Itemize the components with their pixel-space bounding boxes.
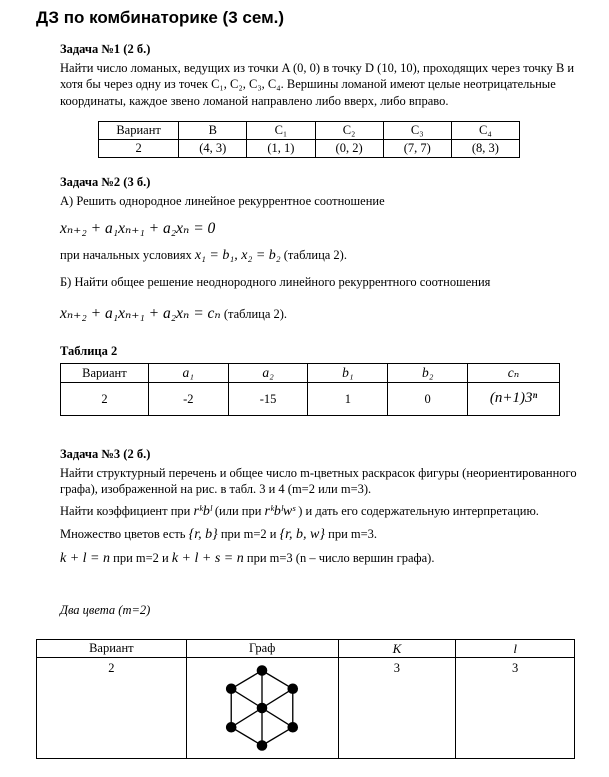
table-header-cell: В (179, 122, 247, 140)
p2-math-rb: rᵏbˡ (193, 503, 212, 519)
table-cell: -15 (228, 383, 308, 416)
table-cell: -2 (148, 383, 228, 416)
task1-table-data-row (99, 140, 520, 158)
table-header-cell: Вариант (61, 364, 149, 383)
table-header-cell: Вариант (37, 639, 187, 657)
task2-initial-conditions (60, 247, 579, 265)
cond-math: x₁ = b₁, x₂ = b₂ (194, 248, 281, 264)
table-cell: (8, 3) (451, 140, 519, 158)
table-header-cell: K (338, 639, 456, 657)
table-cell: 2 (37, 657, 187, 758)
hexagon-graph-figure (213, 658, 311, 758)
p3-math-set2: {r, b} (188, 527, 218, 543)
task3-table-data-row (37, 657, 575, 758)
p2-text-post: ) и дать его содержательную интерпретацию. (295, 503, 539, 518)
p3-text-mid: при m=2 и (217, 527, 280, 542)
task2-table-header-row (61, 364, 560, 383)
task3-paragraph-3 (60, 526, 579, 544)
p4-math-kls: k + l + s = n (171, 550, 244, 566)
table-header-cell: Граф (186, 639, 338, 657)
task2-line-a: А) Решить однородное линейное рекуррентное соотношение (60, 193, 385, 208)
p4-text-post: при m=3 (n – число вершин графа). (243, 550, 435, 565)
cond-text-post: (таблица 2). (280, 248, 347, 263)
p2-text-mid: (или при (211, 503, 265, 518)
table-header-cell: b₁ (308, 364, 388, 383)
task3-heading: Задача №3 (2 б.) (60, 447, 151, 462)
document-content (60, 41, 579, 759)
table-cell: (n+1)3ⁿ (468, 383, 560, 416)
task2-line-b: Б) Найти общее решение неоднородного линейного рекуррентного соотношения (60, 274, 491, 289)
table-cell: 3 (456, 657, 575, 758)
p2-text-pre: Найти коэффициент при (60, 503, 194, 518)
table-header-cell: Вариант (99, 122, 179, 140)
task2-table-data-row (61, 383, 560, 416)
table-cell: (4, 3) (179, 140, 247, 158)
task1-heading: Задача №1 (2 б.) (60, 42, 151, 56)
task3-table-header-row (37, 639, 575, 657)
table-cell: (0, 2) (315, 140, 383, 158)
table-header-cell: С₂ (315, 122, 383, 140)
two-colors-label: Два цвета (m=2) (60, 603, 151, 618)
table-header-cell: cₙ (468, 364, 560, 383)
p3-text-post: при m=3. (325, 527, 378, 542)
task3-paragraph-4 (60, 550, 579, 568)
table-header-cell: a₂ (228, 364, 308, 383)
formula-note: (таблица 2). (220, 307, 288, 322)
task1-table (98, 121, 520, 158)
task1-body: Найти число ломаных, ведущих из точки A (0, 0) в точку D (10, 10), проходящих через точку B и хотя бы через одну из точек C₁, C₂, C₃, C₄. Вершины ломаной имеют целые неотрицательные координаты, каждое звено ломаной направлено либо вверх, либо вправо. (60, 60, 575, 108)
task2-table (60, 363, 560, 416)
table-header-cell: l (456, 639, 575, 657)
p2-math-rbw: rᵏbˡwˢ (264, 503, 296, 519)
table-cell: 0 (388, 383, 468, 416)
p4-text-mid: при m=2 и (110, 550, 172, 565)
p3-text-pre: Множество цветов есть (60, 527, 189, 542)
page-title: ДЗ по комбинаторике (3 сем.) (36, 8, 285, 27)
p4-math-kl: k + l = n (60, 550, 110, 566)
table-cell: 2 (61, 383, 149, 416)
recurrence-formula-inhomogeneous-line (60, 304, 579, 324)
task3-paragraph-1: Найти структурный перечень и общее число m-цветных раскрасок фигуры (неориентированного графа), изображенной на рис. в табл. 3 и 4 (m=2 или m=3). (60, 465, 577, 497)
task2-heading: Задача №2 (3 б.) (60, 175, 151, 189)
table-header-cell: С₃ (383, 122, 451, 140)
p3-math-set3: {r, b, w} (279, 527, 325, 543)
table-header-cell: b₂ (388, 364, 468, 383)
table-header-cell: С₄ (451, 122, 519, 140)
table-cell: 3 (338, 657, 456, 758)
cond-text-pre: при начальных условиях (60, 248, 195, 263)
table-cell: 2 (99, 140, 179, 158)
recurrence-formula-inhomogeneous: xₙ₊₂ + a₁xₙ₊₁ + a₂xₙ = cₙ (60, 305, 221, 323)
table-cell: (1, 1) (247, 140, 315, 158)
graph-figure-cell (186, 657, 338, 758)
task3-paragraph-2 (60, 503, 579, 521)
table-header-cell: С₁ (247, 122, 315, 140)
recurrence-formula-homogeneous: xₙ₊₂ + a₁xₙ₊₁ + a₂xₙ = 0 (60, 220, 216, 237)
task1-table-header-row (99, 122, 520, 140)
table2-label: Таблица 2 (60, 343, 118, 358)
table-header-cell: a₁ (148, 364, 228, 383)
table-cell: 1 (308, 383, 388, 416)
table-cell: (7, 7) (383, 140, 451, 158)
task3-table (36, 639, 575, 759)
